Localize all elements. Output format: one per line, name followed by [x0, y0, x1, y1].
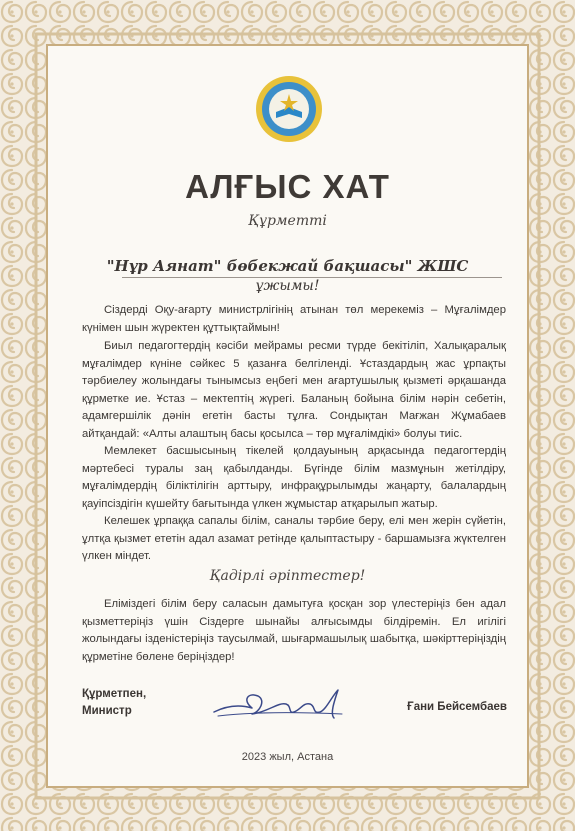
salutation: Қадірлі әріптестер! — [209, 568, 366, 584]
recipient-staff: ұжымы! — [255, 278, 320, 294]
minister-name: Ғани Бейсембаев — [407, 701, 507, 713]
paragraph-text: Мемлекет басшысының тікелей қолдауының арқасында педагогтердің мәртебесі туралы заң қабылданды. Бүгінде білім мазмұнын жетілдіру, мұғалімдердің біліктілігін арттыру, инфрақұрылымды жаңарту, балалардың қауіпсіздігін күшейту бағытында үлкен жұмыстар атқарылып жатыр. — [82, 445, 506, 510]
paragraph-closing — [82, 596, 506, 666]
paragraph-text: Биыл педагогтердің кәсіби мейрамы ресми түрде бекітіліп, Халықаралық мұғалімдер күніне сәйкес 5 қазанға белгіленді. Ұстаздардың жас ұрпақты тәрбиелеу жолындағы тынымсыз еңбегі мен ағартушылық қызметі әрқашанда құрметке ие. Ұстаз – мектептің жүрегі. Баланың бойына білім нәрін себетін, адамгершілік дәнін егетін басты тұлға. Сондықтан Мағжан Жұмабаев айтқандай: «Алты алаштың басы қосылса – төр мұғалімдікі» болуы тиіс. — [82, 340, 506, 440]
sign-off — [82, 686, 146, 720]
recipient-name: "Нұр Аянат" бөбекжай бақшасы" ЖШС — [106, 257, 469, 275]
paragraph-mission — [82, 513, 506, 566]
paragraph-greeting — [82, 302, 506, 337]
paragraph-text: Еліміздегі білім беру саласын дамытуға қосқан зор үлестеріңіз бен адал қызметтеріңіз үшін Сіздерге шынайы алғысымды білдіремін. Ел игілігі жолындағы ізденістеріңіз таусылмай, шығармашылық шабытқа, шәкірттеріңіздің құрметіне бөлене беріңіздер! — [82, 598, 506, 663]
paragraph-status-law — [82, 443, 506, 513]
ministry-emblem-icon — [254, 74, 324, 144]
respected-greeting: Құрметті — [248, 213, 327, 229]
paragraph-text: Сіздерді Оқу-ағарту министрлігінің атынан төл мерекеміз – Мұғалімдер күнімен шын жүректен құттықтаймын! — [82, 304, 506, 334]
sign-off-title: Министр — [82, 705, 132, 717]
paragraph-text: Келешек ұрпаққа сапалы білім, саналы тәрбие беру, елі мен жерін сүйетін, ұлтқа қызмет ететін адал азамат ретінде қалыптастыру - баршамызға жүктелген үлкен міндет. — [82, 515, 506, 562]
sign-off-line: Құрметпен, — [82, 688, 147, 700]
paragraph-holiday — [82, 338, 506, 443]
letter-title: АЛҒЫС ХАТ — [185, 168, 390, 205]
date-place: 2023 жыл, Астана — [241, 751, 334, 763]
minister-signature — [208, 682, 348, 726]
